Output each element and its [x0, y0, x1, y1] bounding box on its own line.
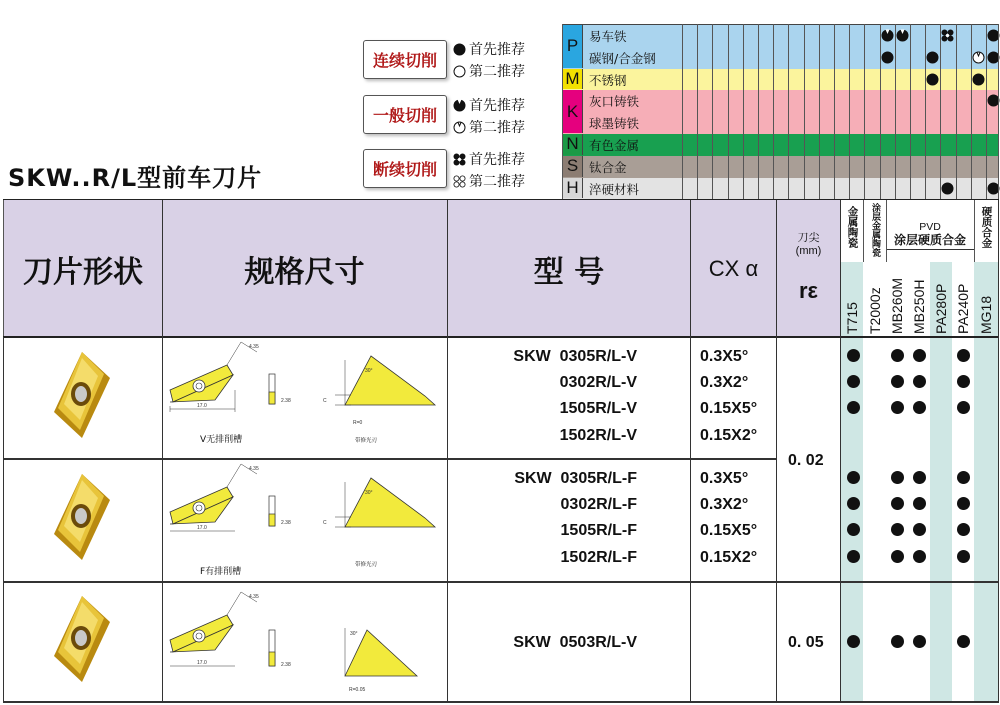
solid-circle-icon — [926, 73, 939, 86]
dim-angle: 30° — [350, 631, 358, 637]
dim-length: 17.0 — [197, 403, 207, 409]
edge-label-v: 带修光刃 — [355, 438, 378, 444]
dim-angle: 30° — [365, 368, 373, 374]
grade-name: T715 — [844, 302, 860, 334]
legend-second-label: 第二推荐 — [469, 174, 525, 190]
groove-label-v: V无排削槽 — [200, 435, 243, 445]
solid-circle-icon — [957, 635, 970, 648]
header-shape — [3, 200, 163, 337]
solid-circle-icon — [891, 471, 904, 484]
dim-width: 4.35 — [249, 344, 259, 350]
solid-circle-icon — [891, 401, 904, 414]
coat-carbide-label: 硬质合金 — [980, 206, 993, 248]
coat-group-divider — [863, 200, 864, 262]
material-group-m — [563, 69, 583, 90]
header-nose-label: 刀尖 (mm) — [795, 232, 822, 257]
mode-general — [363, 95, 447, 134]
legend-second-label: 第二推荐 — [469, 120, 525, 136]
cx-value: 0.3X5° — [700, 470, 749, 487]
notched-circle-icon — [896, 29, 909, 42]
grid-col-line — [986, 24, 987, 199]
solid-circle-icon — [847, 497, 860, 510]
coat-pvd-top — [887, 222, 973, 233]
edge-label-f: 带修光刃 — [355, 562, 378, 568]
model-code: 0302R/L-V — [559, 374, 637, 391]
coat-cermet-label: 金属陶瓷 — [846, 206, 859, 248]
material-row — [562, 112, 998, 135]
solid-circle-icon — [913, 635, 926, 648]
header-nose — [777, 200, 841, 337]
mode-interrupted — [363, 149, 447, 188]
grade-label-pa280p — [930, 262, 952, 337]
cx-value: 0.3X5° — [700, 348, 749, 365]
material-group-s — [563, 156, 583, 177]
solid-circle-icon — [913, 401, 926, 414]
material-row — [562, 178, 998, 201]
nose-radius-002: 0. 02 — [788, 452, 824, 469]
coat-coated-cermet — [864, 203, 886, 260]
col-line-1 — [162, 200, 163, 702]
grid-col-line — [971, 24, 972, 199]
dim-length: 17.0 — [197, 525, 207, 531]
page-title: SKW..R/L型前车刀片 — [8, 164, 263, 192]
model-code: 1505R/L-V — [559, 400, 637, 417]
dim-width: 4.35 — [249, 466, 259, 472]
legend-first-general — [453, 95, 525, 115]
material-group-letter: P — [566, 36, 579, 56]
dim-length: 17.0 — [197, 660, 207, 666]
notched-open-circle-icon — [453, 121, 466, 134]
material-group-letter: M — [565, 68, 580, 88]
grade-column — [930, 338, 953, 702]
cross-flower-icon — [453, 153, 466, 166]
solid-circle-icon — [891, 375, 904, 388]
cx-value: 0.3X2° — [700, 496, 749, 513]
grid-col-line — [849, 24, 850, 199]
drawing-v — [165, 340, 445, 455]
mode-continuous — [363, 40, 447, 79]
solid-circle-icon — [891, 497, 904, 510]
grade-name: MB260M — [889, 277, 905, 334]
legend-second-label: 第二推荐 — [469, 64, 525, 80]
material-name: 淬硬材料 — [589, 181, 640, 197]
dim-thick: 2.38 — [281, 662, 291, 668]
solid-circle-icon — [913, 523, 926, 536]
grid-col-line — [788, 24, 789, 199]
material-group-letter: S — [566, 156, 579, 176]
grade-label-t715 — [841, 262, 863, 337]
coat-pvd-label: 涂层硬质合金 — [893, 233, 966, 247]
material-name: 碳钢/合金钢 — [589, 50, 656, 66]
solid-circle-icon — [891, 523, 904, 536]
insert-image-v — [52, 350, 112, 440]
material-name: 有色金属 — [589, 138, 640, 153]
material-row — [562, 25, 998, 48]
grid-col-line — [880, 24, 881, 199]
grid-col-line — [864, 24, 865, 199]
grade-name: PA280P — [933, 283, 949, 334]
left-border — [3, 337, 4, 702]
right-border — [998, 200, 999, 702]
material-group-k — [563, 90, 583, 133]
grade-label-mg18 — [974, 262, 998, 337]
solid-circle-icon — [847, 550, 860, 563]
solid-circle-icon — [891, 349, 904, 362]
nose-radius-005: 0. 05 — [788, 634, 824, 651]
grid-col-line — [956, 24, 957, 199]
cx-value: 0.15X2° — [700, 427, 758, 444]
dim-angle: 30° — [365, 490, 373, 496]
dim-r0: R=0 — [353, 420, 363, 426]
grade-column — [974, 338, 999, 702]
drawing-f — [165, 462, 445, 577]
solid-circle-icon — [941, 182, 954, 195]
grade-name: PA240P — [955, 283, 971, 334]
material-name: 灰口铸铁 — [589, 94, 640, 110]
grid-col-line — [804, 24, 805, 199]
header-shape-label: 刀片形状 — [23, 254, 143, 290]
groove-label-f: F有排削槽 — [200, 567, 242, 577]
legend-second-interrupted — [453, 171, 525, 191]
material-group-n — [563, 134, 583, 155]
model-code: 1502R/L-F — [560, 549, 637, 566]
notched-circle-icon — [453, 99, 466, 112]
coat-cermet — [843, 206, 861, 251]
legend-first-continuous — [453, 39, 525, 59]
dim-c: C — [323, 520, 327, 526]
legend-first-label: 首先推荐 — [469, 152, 525, 168]
material-name: 易车铁 — [589, 29, 627, 44]
solid-circle-icon — [913, 349, 926, 362]
solid-circle-icon — [847, 375, 860, 388]
notched-open-circle-icon — [972, 51, 985, 64]
grid-col-line — [758, 24, 759, 199]
grade-name: MG18 — [978, 295, 994, 334]
solid-circle-icon — [957, 550, 970, 563]
grid-col-line — [682, 24, 683, 199]
material-group-letter: H — [566, 177, 579, 197]
grid-col-line — [728, 24, 729, 199]
material-name: 钛合金 — [589, 159, 627, 175]
model-code: SKW 0305R/L-F — [514, 470, 637, 487]
mode-label: 一般切削 — [372, 106, 437, 125]
cx-value: 0.15X5° — [700, 400, 758, 417]
grid-col-line — [743, 24, 744, 199]
grid-col-line — [697, 24, 698, 199]
grid-col-line — [834, 24, 835, 199]
grade-label-t2000z — [863, 262, 886, 337]
material-name: 不锈钢 — [589, 72, 627, 88]
group-sep-1 — [3, 458, 777, 460]
material-group-letter: N — [566, 134, 579, 154]
grade-column — [863, 338, 887, 702]
grid-col-line — [819, 24, 820, 199]
cx-value: 0.15X2° — [700, 549, 758, 566]
insert-image-r005 — [52, 594, 112, 684]
grid-col-line — [895, 24, 896, 199]
solid-circle-icon — [881, 51, 894, 64]
legend-second-continuous — [453, 61, 525, 81]
drawing-r005 — [165, 590, 445, 700]
solid-circle-icon — [972, 73, 985, 86]
material-group-letter: K — [566, 101, 579, 121]
cx-value: 0.15X5° — [700, 522, 758, 539]
mode-label: 连续切削 — [372, 51, 437, 70]
dim-thick: 2.38 — [281, 398, 291, 404]
solid-circle-icon — [957, 401, 970, 414]
header-size — [162, 200, 448, 337]
legend-first-interrupted — [453, 149, 525, 169]
insert-image-f — [52, 472, 112, 562]
header-cx-label: CX α — [708, 255, 759, 281]
grade-name: T2000z — [866, 287, 883, 334]
grid-col-line — [712, 24, 713, 199]
solid-circle-icon — [847, 471, 860, 484]
model-code: SKW 0503R/L-V — [513, 634, 637, 651]
model-code: 1505R/L-F — [560, 522, 637, 539]
grid-col-line — [940, 24, 941, 199]
model-code: SKW 0305R/L-V — [513, 348, 637, 365]
open-circle-icon — [453, 65, 466, 78]
grade-label-mb260m — [886, 262, 908, 337]
dim-r005: R=0.05 — [349, 687, 366, 693]
model-code: 0302R/L-F — [560, 496, 637, 513]
coat-coated-cermet-label: 涂层金属陶瓷 — [870, 203, 880, 257]
grade-label-mb250h — [908, 262, 930, 337]
solid-circle-icon — [913, 471, 926, 484]
legend-first-label: 首先推荐 — [469, 98, 525, 114]
material-row — [562, 90, 998, 113]
col-line-5 — [840, 200, 841, 702]
header-cx — [691, 200, 777, 337]
grid-col-line — [773, 24, 774, 199]
mode-label: 断续切削 — [372, 160, 437, 179]
solid-circle-icon — [957, 349, 970, 362]
solid-circle-icon — [847, 523, 860, 536]
col-line-4 — [776, 200, 777, 702]
legend-second-general — [453, 117, 525, 137]
col-line-3 — [690, 200, 691, 702]
header-model-label: 型 号 — [533, 254, 605, 290]
header-nose-symbol: rε — [798, 278, 818, 303]
solid-circle-icon — [957, 523, 970, 536]
material-group-h — [563, 178, 583, 199]
solid-circle-icon — [847, 635, 860, 648]
group-sep-2 — [3, 581, 999, 583]
solid-circle-icon — [891, 635, 904, 648]
coat-group-divider — [886, 200, 887, 262]
grade-name: MB250H — [911, 279, 927, 334]
coat-pvd-top-label: PVD — [919, 221, 941, 233]
open-cross-flower-icon — [453, 175, 466, 188]
dim-width: 4.35 — [249, 594, 259, 600]
pvd-underline — [887, 249, 974, 250]
solid-circle-icon — [957, 375, 970, 388]
solid-circle-icon — [891, 550, 904, 563]
coat-group-divider — [974, 200, 975, 262]
header-size-label: 规格尺寸 — [244, 254, 365, 290]
grid-col-line — [910, 24, 911, 199]
solid-circle-icon — [913, 497, 926, 510]
model-code: 1502R/L-V — [559, 427, 637, 444]
table-bottom-border — [3, 701, 999, 703]
grid-col-line — [562, 24, 563, 199]
notched-circle-icon — [881, 29, 894, 42]
grade-label-pa240p — [952, 262, 974, 337]
solid-circle-icon — [913, 550, 926, 563]
solid-circle-icon — [957, 471, 970, 484]
material-row — [562, 134, 998, 157]
material-group-p — [563, 25, 583, 68]
solid-circle-icon — [913, 375, 926, 388]
solid-circle-icon — [847, 349, 860, 362]
dim-thick: 2.38 — [281, 520, 291, 526]
cx-value: 0.3X2° — [700, 374, 749, 391]
material-name: 球墨铸铁 — [589, 116, 640, 132]
grid-col-line — [925, 24, 926, 199]
solid-circle-icon — [453, 43, 466, 56]
solid-circle-icon — [926, 51, 939, 64]
solid-circle-icon — [847, 401, 860, 414]
legend-first-label: 首先推荐 — [469, 42, 525, 58]
dim-c: C — [323, 398, 327, 404]
grid-col-line — [998, 24, 999, 199]
solid-circle-icon — [957, 497, 970, 510]
coat-carbide — [975, 206, 997, 251]
coat-pvd — [887, 235, 973, 246]
cross-flower-icon — [941, 29, 954, 42]
header-model — [448, 200, 691, 337]
col-line-2 — [447, 200, 448, 702]
material-row — [562, 156, 998, 179]
